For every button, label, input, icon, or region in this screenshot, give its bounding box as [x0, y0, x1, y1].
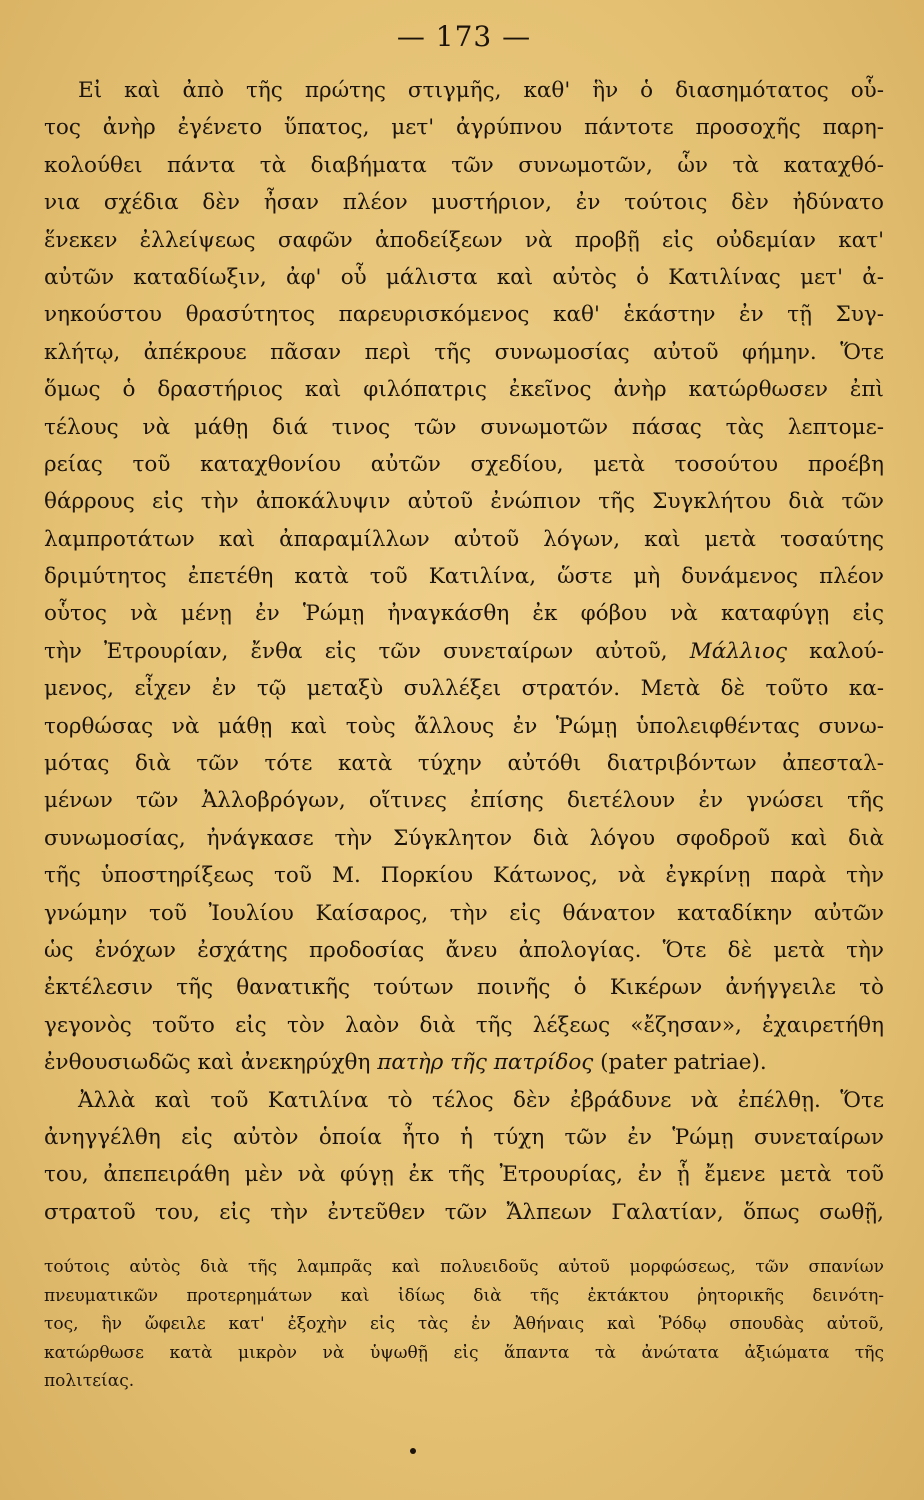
- text-segment: τὴν Ἐτρουρίαν, ἔνθα εἰς τῶν συνεταίρων αὐτοῦ,: [44, 638, 668, 664]
- page-number: — 173 —: [396, 20, 532, 53]
- text-line: δριμύτητος ἐπετέθη κατὰ τοῦ Κατιλίνα, ὥστε μὴ δυνάμενος πλέον: [44, 564, 884, 590]
- text-line: ρείας τοῦ καταχθονίου αὐτῶν σχεδίου, μετὰ τοσούτου προέβη: [44, 451, 884, 477]
- ink-dot: [410, 1448, 416, 1454]
- text-line: τῆς ὑποστηρίξεως τοῦ Μ. Πορκίου Κάτωνος, νὰ ἐγκρίνῃ παρὰ τὴν: [44, 863, 884, 889]
- text-line: αὐτῶν καταδίωξιν, ἀφ' οὗ μάλιστα καὶ αὐτὸς ὁ Κατιλίνας μετ' ἀ-: [44, 264, 884, 290]
- text-line: τέλους νὰ μάθῃ διά τινος τῶν συνωμοτῶν πάσας τὰς λεπτομε-: [44, 414, 884, 440]
- text-line: του, ἀπεπειράθη μὲν νὰ φύγῃ ἐκ τῆς Ἐτρουρίας, ἐν ᾗ ἔμενε μετὰ τοῦ: [44, 1162, 884, 1188]
- footnote: [44, 1253, 884, 1396]
- text-line: στρατοῦ του, εἰς τὴν ἐντεῦθεν τῶν Ἄλπεων Γαλατίαν, ὅπως σωθῇ,: [44, 1199, 884, 1225]
- text-line: μότας διὰ τῶν τότε κατὰ τύχην αὐτόθι διατριβόντων ἀπεσταλ-: [44, 751, 884, 777]
- text-line: οὗτος νὰ μένῃ ἐν Ῥώμῃ ἠναγκάσθη ἐκ φόβου νὰ καταφύγῃ εἰς: [44, 601, 884, 627]
- text-line: μενος, εἶχεν ἐν τῷ μεταξὺ συλλέξει στρατόν. Μετὰ δὲ τοῦτο κα-: [44, 676, 884, 702]
- text-line: μένων τῶν Ἀλλοβρόγων, οἵτινες ἐπίσης διετέλουν ἐν γνώσει τῆς: [44, 788, 884, 814]
- italic-name: Μάλλιος: [689, 638, 787, 664]
- text-line: γεγονὸς τοῦτο εἰς τὸν λαὸν διὰ τῆς λέξεως «ἔζησαν», ἐχαιρετήθη: [44, 1012, 884, 1038]
- text-line: ἐκτέλεσιν τῆς θανατικῆς τούτων ποινῆς ὁ Κικέρων ἀνήγγειλε τὸ: [44, 975, 884, 1001]
- footnote-line: πολιτείας.: [44, 1371, 135, 1392]
- text-line: γνώμην τοῦ Ἰουλίου Καίσαρος, τὴν εἰς θάνατον καταδίκην αὐτῶν: [44, 900, 884, 926]
- text-line: τος ἀνὴρ ἐγένετο ὕπατος, μετ' ἀγρύπνου πάντοτε προσοχῆς παρη-: [44, 115, 884, 141]
- text-line: συνωμοσίας, ἠνάγκασε τὴν Σύγκλητον διὰ λόγου σφοδροῦ καὶ διὰ: [44, 825, 884, 851]
- text-line: ἀνηγγέλθη εἰς αὐτὸν ὁποία ἦτο ἡ τύχη τῶν ἐν Ῥώμῃ συνεταίρων: [44, 1124, 884, 1150]
- text-line: λαμπροτάτων καὶ ἀπαραμίλλων αὐτοῦ λόγων, καὶ μετὰ τοσαύτης: [44, 526, 884, 552]
- text-line: Ἀλλὰ καὶ τοῦ Κατιλίνα τὸ τέλος δὲν ἐβράδυνε νὰ ἐπέλθῃ. Ὅτε: [78, 1087, 884, 1113]
- text-segment: καλού-: [809, 638, 884, 664]
- text-line: νια σχέδια δὲν ἦσαν πλέον μυστήριον, ἐν τούτοις δὲν ἠδύνατο: [44, 190, 884, 216]
- main-text: [44, 72, 884, 1231]
- text-segment: ἐνθουσιωδῶς καὶ ἀνεκηρύχθη: [44, 1050, 371, 1076]
- text-line: ὡς ἐνόχων ἐσχάτης προδοσίας ἄνευ ἀπολογίας. Ὅτε δὲ μετὰ τὴν: [44, 937, 884, 963]
- text-line: ἕνεκεν ἐλλείψεως σαφῶν ἀποδείξεων νὰ προβῇ εἰς οὐδεμίαν κατ': [44, 227, 884, 253]
- text-line: Εἰ καὶ ἀπὸ τῆς πρώτης στιγμῆς, καθ' ἣν ὁ διασημότατος οὗ-: [78, 78, 884, 103]
- footnote-line: πνευματικῶν προτερημάτων καὶ ἰδίως διὰ τῆς ἐκτάκτου ῥητορικῆς δεινότη-: [44, 1285, 884, 1306]
- italic-title: πατὴρ τῆς πατρίδος: [377, 1050, 594, 1076]
- text-line: κλήτῳ, ἀπέκρουε πᾶσαν περὶ τῆς συνωμοσίας αὐτοῦ φήμην. Ὅτε: [44, 339, 884, 365]
- book-page: [44, 12, 884, 1492]
- footnote-line: τος, ἣν ὤφειλε κατ' ἐξοχὴν εἰς τὰς ἐν Ἀθήναις καὶ Ῥόδῳ σπουδὰς αὐτοῦ,: [44, 1314, 884, 1335]
- footnote-line: τούτοις αὐτὸς διὰ τῆς λαμπρᾶς καὶ πολυειδοῦς αὐτοῦ μορφώσεως, τῶν σπανίων: [44, 1257, 884, 1278]
- text-line: ὅμως ὁ δραστήριος καὶ φιλόπατρις ἐκεῖνος ἀνὴρ κατώρθωσεν ἐπὶ: [44, 377, 884, 403]
- text-line-with-title: [44, 1044, 884, 1081]
- text-line: κολούθει πάντα τὰ διαβήματα τῶν συνωμοτῶν, ὧν τὰ καταχθό-: [44, 152, 884, 178]
- text-line: θάρρους εἰς τὴν ἀποκάλυψιν αὐτοῦ ἐνώπιον τῆς Συγκλήτου διὰ τῶν: [44, 489, 884, 515]
- text-line: νηκούστου θρασύτητος παρευρισκόμενος καθ' ἑκάστην ἐν τῇ Συγ-: [44, 302, 884, 328]
- footnote-line: κατώρθωσε κατὰ μικρὸν νὰ ὑψωθῇ εἰς ἅπαντα τὰ ἀνώτατα ἀξιώματα τῆς: [44, 1342, 884, 1363]
- text-line: τορθώσας νὰ μάθῃ καὶ τοὺς ἄλλους ἐν Ῥώμῃ ὑπολειφθέντας συνω-: [44, 713, 884, 739]
- text-line-with-name: [44, 633, 884, 670]
- latin-gloss: (pater patriae).: [600, 1050, 767, 1076]
